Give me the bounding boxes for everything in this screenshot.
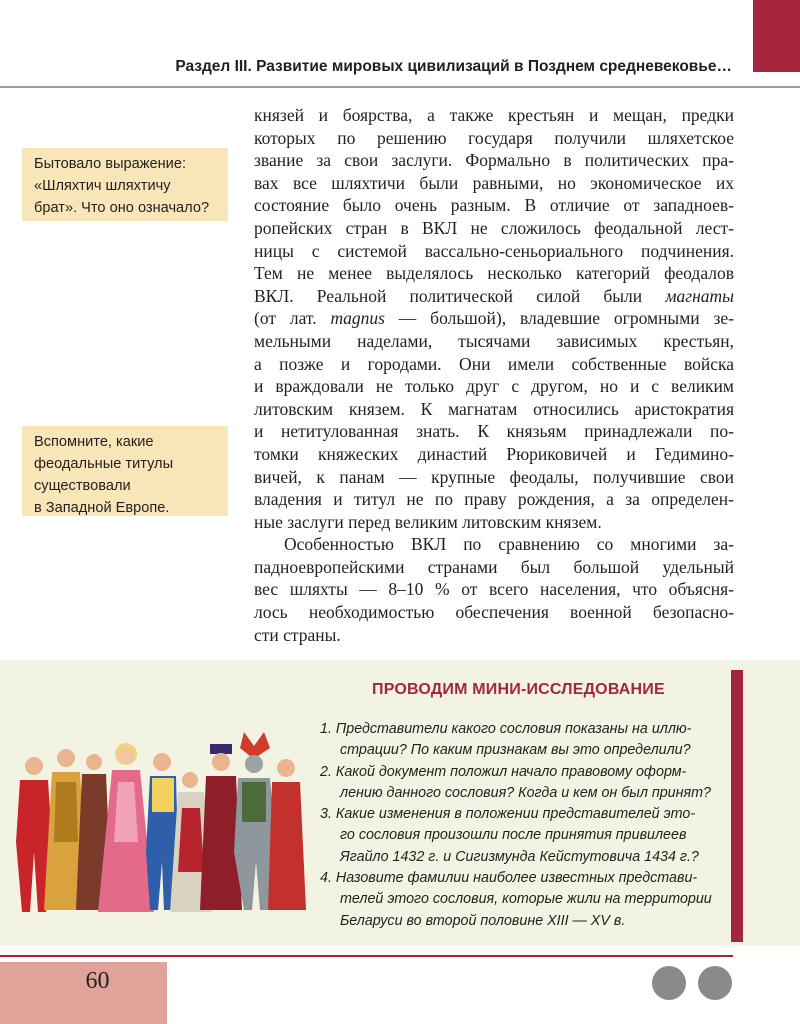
question-line: го сословия произошли после принятия привилеев	[340, 827, 687, 844]
question-line: телей этого сословия, которые жили на территории	[340, 891, 712, 908]
page-number: 60	[85, 968, 110, 994]
side-note-line: в Западной Европе.	[34, 500, 170, 516]
text-line: и враждовали не только друг с другом, но и с великим	[254, 376, 734, 397]
header-divider	[0, 86, 800, 88]
text-line: звание за свои заслуги. Формально в политических пра-	[254, 150, 734, 171]
text-line: вичей, к панам — крупные феодалы, получившие свои	[254, 466, 734, 487]
side-note-line: существовали	[34, 478, 131, 494]
research-title: ПРОВОДИМ МИНИ-ИССЛЕДОВАНИЕ	[372, 681, 665, 698]
figure-group	[16, 732, 306, 912]
question-line: 1. Представители какого сословия показаны на иллю-	[320, 721, 692, 737]
question-line: 2. Какой документ положил начало правовому оформ-	[320, 763, 687, 780]
question-line: 3. Какие изменения в положении представителей это-	[320, 806, 696, 823]
term-magnus: magnus	[330, 308, 385, 329]
decorative-dot-icon	[698, 966, 732, 1000]
side-note-line: «Шляхтич шляхтичу	[34, 178, 171, 194]
side-note-line: Бытовало выражение:	[34, 156, 186, 172]
question-item	[320, 804, 720, 868]
text-line: состояние было очень разным. В отличие от западноев-	[254, 195, 734, 216]
footer-divider	[0, 955, 733, 957]
text-fragment: (от лат.	[254, 308, 331, 329]
question-item	[320, 868, 720, 932]
side-note-line: феодальные титулы	[34, 456, 174, 472]
question-line: страции? По каким признакам вы это определили?	[340, 742, 691, 759]
text-line: вес шляхты — 8–10 % от всего населения, что объясня-	[254, 579, 734, 600]
text-line: падноевропейскими странами был большой удельный	[254, 556, 734, 577]
corner-tab	[753, 0, 800, 72]
text-line: томки княжеских династий Рюриковичей и Гедимино-	[254, 443, 734, 464]
side-note-recall	[22, 426, 228, 516]
question-line: лению данного сословия? Когда и кем он был принят?	[340, 784, 711, 801]
text-line: которых по решению государя получили шляхетское	[254, 127, 734, 148]
research-questions	[320, 719, 720, 932]
question-item	[320, 719, 720, 762]
text-line: литовским князем. К магнатам относились аристократия	[254, 398, 734, 419]
text-line: Тем не менее выделялось несколько категорий феодалов	[254, 263, 734, 284]
text-line: ницы с системой вассально-сеньориального подчинения.	[254, 240, 734, 261]
term-magnates: магнаты	[665, 285, 734, 306]
text-line: а позже и городами. Они имели собственные войска	[254, 353, 734, 374]
text-line: князей и боярства, а также крестьян и мещан, предки	[254, 105, 734, 125]
text-fragment: — большой), владевшие огромными зе-	[384, 308, 735, 329]
nobility-illustration	[8, 722, 306, 918]
text-line: владения и титул не по праву рождения, а за определен-	[254, 489, 734, 510]
side-note-question	[22, 148, 228, 221]
text-line: Особенностью ВКЛ по сравнению со многими за-	[284, 534, 734, 555]
text-line	[254, 285, 734, 308]
side-note-line: Вспомните, какие	[34, 434, 154, 450]
text-line: и нетитулованная знать. К князьям принадлежали по-	[254, 421, 734, 442]
text-line: ропейских стран в ВКЛ не сложилось феодальной лест-	[254, 217, 734, 238]
text-line: вах все шляхтичи были равными, но экономическое их	[254, 172, 734, 193]
question-line: 4. Назовите фамилии наиболее известных представи-	[320, 870, 698, 887]
text-line: мельными наделами, тысячами зависимых крестьян,	[254, 330, 734, 351]
text-line: сти страны.	[254, 624, 341, 645]
research-accent-bar	[731, 670, 743, 942]
text-line	[254, 307, 734, 330]
question-line: Беларуси во второй половине XIII — XV в.	[340, 912, 626, 929]
section-header: Раздел III. Развитие мировых цивилизаций в Позднем средневековье…	[175, 58, 732, 75]
text-fragment: ВКЛ. Реальной политической силой были	[254, 285, 666, 306]
text-line: ные заслуги перед великим литовским князем.	[254, 511, 602, 532]
decorative-dot-icon	[652, 966, 686, 1000]
side-note-line: брат». Что оно означало?	[34, 200, 210, 216]
question-line: Ягайло 1432 г. и Сигизмунда Кейстутовича 1434 г.?	[340, 848, 699, 865]
text-line: лось необходимостью обеспечения военной безопасно-	[254, 602, 734, 623]
main-body-text	[254, 104, 734, 646]
question-item	[320, 762, 720, 805]
